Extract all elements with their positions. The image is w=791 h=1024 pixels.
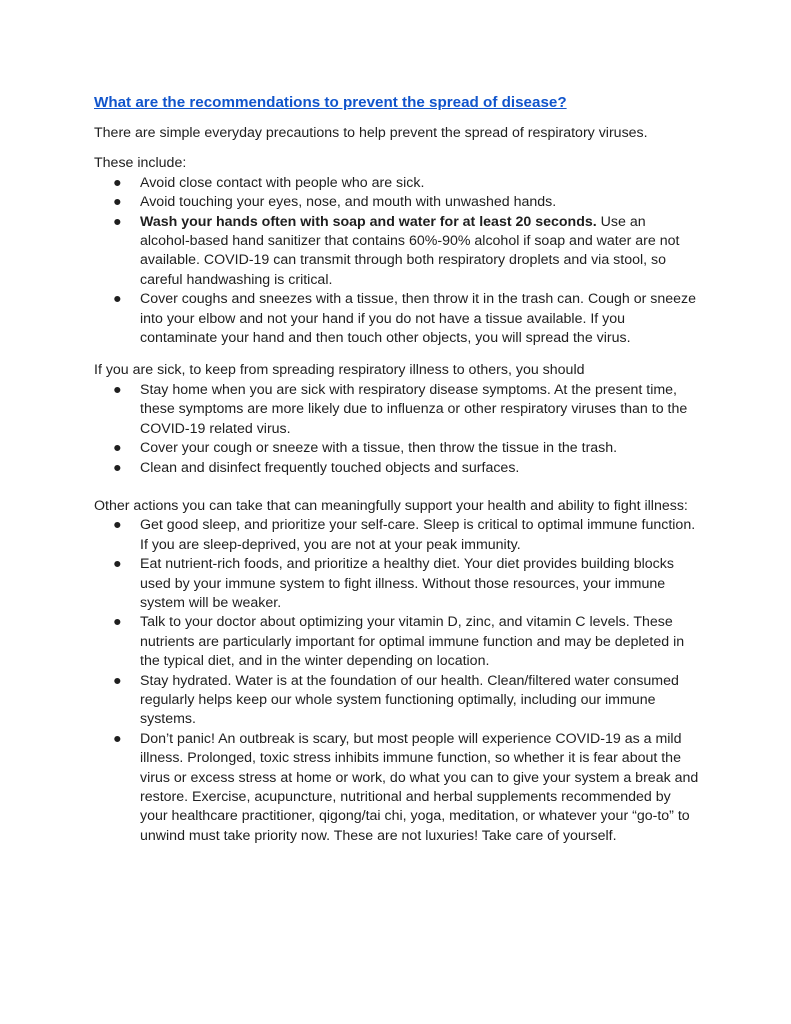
list-item (94, 516, 699, 555)
list-item-text: Stay home when you are sick with respiratory disease symptoms. At the present time, these symptoms are more likely due to influenza or other respiratory viruses than to the COVID-19 related virus. (140, 381, 688, 437)
precautions-list (94, 174, 699, 349)
list-item-text: Talk to your doctor about optimizing your vitamin D, zinc, and vitamin C levels. These nutrients are particularly important for optimal immune function and may be depleted in the typical diet, and in the winter depending on location. (140, 614, 685, 670)
bullet-icon: ● (113, 517, 122, 534)
list-item-text: Cover coughs and sneezes with a tissue, then throw it in the trash can. Cough or sneeze into your elbow and not your hand if you do not have a tissue available. If you contaminate your hand and then touch other objects, you will spread the virus. (140, 291, 696, 347)
list-item-text: Don’t panic! An outbreak is scary, but most people will experience COVID-19 as a mild illness. Prolonged, toxic stress inhibits immune function, so whether it is fear about the virus or excess stress at home or work, do what you can to give your system a break and restore. Exercise, acupuncture, nutritional and herbal supplements recommended by your healthcare practitioner, qigong/tai chi, yoga, meditation, or whatever your “go-to” to unwind must take priority now. These are not luxuries! Take care of yourself. (140, 730, 699, 844)
bullet-icon: ● (113, 174, 122, 191)
list-item-text: Avoid close contact with people who are sick. (140, 174, 425, 191)
list-item-text: Clean and disinfect frequently touched objects and surfaces. (140, 459, 520, 476)
list-item (94, 439, 699, 458)
bullet-icon: ● (113, 291, 122, 308)
sick-list (94, 381, 699, 478)
other-actions-list (94, 516, 699, 846)
list-item-text: Avoid touching your eyes, nose, and mouth with unwashed hands. (140, 194, 557, 211)
bullet-icon: ● (113, 381, 122, 398)
bullet-icon: ● (113, 672, 122, 689)
list-item (94, 381, 699, 439)
list-item (94, 459, 699, 478)
list-item-bold: Wash your hands often with soap and water for at least 20 seconds. (140, 213, 597, 230)
intro-paragraph: There are simple everyday precautions to help prevent the spread of respiratory viruses. (94, 125, 648, 141)
list-item (94, 672, 699, 730)
list-item (94, 193, 699, 212)
list-item-text: Eat nutrient-rich foods, and prioritize a healthy diet. Your diet provides building blocks used by your immune system to fight illness. Without those resources, your immune system will be weaker. (140, 556, 674, 611)
other-actions-intro: Other actions you can take that can meaningfully support your health and ability to fight illness: (94, 497, 688, 514)
list-item (94, 555, 699, 613)
list-item (94, 730, 699, 846)
bullet-icon: ● (113, 194, 122, 211)
bullet-icon: ● (113, 440, 122, 457)
list-item-text: Stay hydrated. Water is at the foundation of our health. Clean/filtered water consumed regularly helps keep our whole system functioning optimally, including our immune systems. (140, 672, 679, 728)
bullet-icon: ● (113, 213, 122, 230)
list-item-text: Get good sleep, and prioritize your self-care. Sleep is critical to optimal immune function. If you are sleep-deprived, you are not at your peak immunity. (140, 517, 696, 553)
list-item (94, 613, 699, 671)
bullet-icon: ● (113, 556, 122, 573)
list-item (94, 290, 699, 348)
section-heading-link[interactable]: What are the recommendations to prevent the spread of disease? (94, 94, 567, 111)
list-item-text: Cover your cough or sneeze with a tissue, then throw the tissue in the trash. (140, 440, 618, 457)
bullet-icon: ● (113, 614, 122, 631)
bullet-icon: ● (113, 730, 122, 747)
bullet-icon: ● (113, 459, 122, 476)
list-item (94, 174, 699, 193)
includes-label: These include: (94, 155, 187, 172)
list-item-text: Use an alcohol-based hand sanitizer that contains 60%-90% alcohol if soap and water are not available. COVID-19 can transmit through both respiratory droplets and via stool, so careful handwashing is critical. (140, 213, 680, 288)
list-item (94, 213, 699, 291)
sick-intro-paragraph: If you are sick, to keep from spreading respiratory illness to others, you should (94, 362, 585, 379)
